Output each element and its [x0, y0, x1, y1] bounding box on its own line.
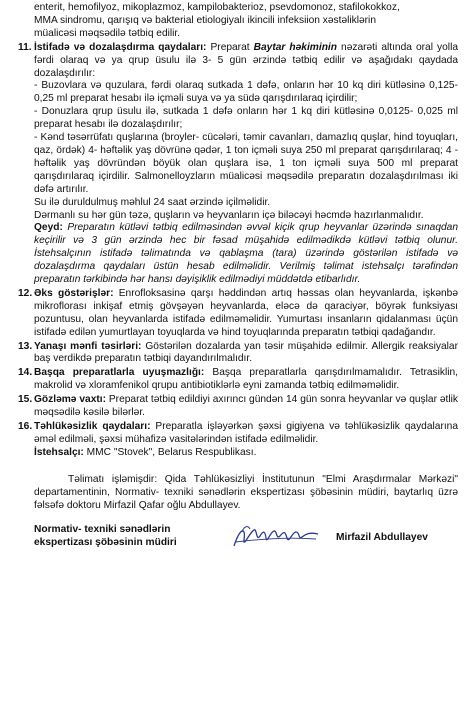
section-14-text: Başqa preparatlarla qarışdırılmamalıdır. Tetrasiklin, makrolid və xloramfenikol qrupu antibiotiklərlə eyni zamanda tətbiq edilməməlidir. [34, 367, 458, 392]
section-number: 14. [18, 367, 33, 379]
medicine-note: Dərmanlı su hər gün təzə, quşların və heyvanların içə biləcəyi həcmdə hazırlanmalıdır. [34, 209, 424, 221]
section-15-title: Gözləmə vaxtı: [34, 394, 106, 406]
dosage-calves: - Buzovlara və quzulara, fərdi olaraq sutkada 1 dəfə, onların hər 10 kq diri kütləsinə 0,125- 0,25 ml preparat hesabı ilə içməli suya və ya südə qarışdırılaraq içirdilir; [34, 80, 458, 105]
section-15 [18, 394, 458, 420]
section-14 [18, 367, 458, 393]
veterinarian-term: Baytar həkiminin [253, 41, 337, 53]
section-14-title: Başqa preparatlarla uyuşmazlığı: [34, 367, 205, 379]
section-16-text: Preparatla işləyərkən şəxsi gigiyena və təhlükəsizlik qaydalarına əməl edilməli, şəxsi mühafizə vasitələrindən istifadə edilməlidir. [34, 421, 458, 445]
dosage-pigs: - Donuzlara qrup üsulu ilə, sutkada 1 dəfə onların hər 1 kq diri kütləsinə 0,0125- 0,025 ml preparat hesabı ilə dozalaşdırılır; [34, 106, 458, 131]
signatory-position: Normativ- texniki sənədlərin ekspertizası şöbəsinin müdiri [34, 524, 177, 549]
section-16 [18, 421, 458, 460]
section-13-title: Yanaşı mənfi təsirləri: [34, 340, 142, 352]
dosage-poultry: - Kənd təsərrüfatı quşlarına (broyler- cücələri, təmir cavanları, damazlıq quşlar, hind toyuqları, qaz, ördək) 4- həftəlik yaş dövrünə qədər, 1 ton içməli suya 250 ml preparat qarışdırılaraq; 4 - həftəlik yaş dövründən böyük olan quşlara isə, 1 ton içməli suya 500 ml preparat qarışdırılaraq içirdilir. Salmonelloyzların müalicəsi məqsədilə preparatın dozalaşdırılması iki dəfə artırılır. [34, 132, 458, 195]
manufacturer-line [34, 447, 458, 460]
section-13 [18, 341, 458, 367]
section-15-text: Preparat tətbiq edildiyi axırıncı gündən 14 gün sonra heyvanlar və quşlar ətlik məqsədilə kəsilə bilərlər. [34, 394, 458, 419]
intro-line: enterit, hemofilyoz, mikoplazmoz, kampilobakterioz, psevdomonoz, stafilokokkoz, [34, 2, 400, 13]
section-13-text: Göstərilən dozalarda yan təsir müşahidə edilmir. Allergik reaksiyalar baş verdikdə preparatın tətbiqi dayandırılmalıdır. [34, 340, 458, 365]
section-11-title: İstifadə və dozalaşdırma qaydaları: [34, 41, 207, 53]
section-12-title: Əks göstərişlər: [34, 287, 114, 299]
intro-line: müalicəsi məqsədilə tətbiq edilir. [34, 27, 181, 39]
signature-block [18, 524, 458, 558]
intro-line: MMA sindromu, qarışıq və bakterial etiologiyalı ikincili infeksiion xəstəliklərin [34, 14, 376, 26]
section-number: 16. [18, 421, 33, 432]
section-12-text: Enrofloksasinə qarşı həddindən artıq həssas olan heyvanlarda, işkənbə mikroflorası inkişaf etmiş gövşəyən heyvanlarda, eləcə də qaraciyər, böyrək funksiyası pozuntusu, olan heyvanlarda istifadə edilməməlidir. Yumurtası insanların qidalanması üçün istifadə edilən yumurtlayan toyuqlarda və hind toyuqlarında preparatın tətbiqi qadağandır. [34, 287, 459, 338]
section-11 [18, 42, 458, 287]
author-note: Təlimatı işləmişdir: Qida Təhlükəsizliyi İnstitutunun "Elmi Araşdırmalar Mərkəzi" departamentinin, Normativ- texniki sənədlərin ekspertizası şöbəsinin müdiri, baytarlıq üzrə fəlsəfə doktoru Mirfazil Qafar oğlu Abdullayev. [34, 473, 458, 511]
section-number: 15. [18, 394, 33, 406]
qeyd-label: Qeyd: [34, 222, 63, 234]
water-note: Su ilə duruldulmuş məhlul 24 saat ərzində içilməlidir. [34, 196, 271, 208]
manufacturer-name: MMC "Stovek", Belarus Respublikası. [83, 446, 257, 458]
intro-paragraph [18, 2, 458, 41]
handwritten-signature [230, 522, 322, 552]
signatory-name: Mirfazil Abdullayev [336, 532, 428, 544]
section-16-title: Təhlükəsizlik qaydaları: [34, 421, 151, 432]
section-number: 11. [18, 41, 32, 53]
section-number: 13. [18, 340, 33, 352]
section-number: 12. [18, 287, 33, 299]
manufacturer-label: İstehsalçı: [34, 446, 84, 458]
qeyd-note: Qeyd: Preparatın kütləvi tətbiq edilməsindən əvvəl kiçik qrup heyvanlar üzərində sınaqdan keçirilir və 3 gün ərzində hec bir fəsad müşahidə edilmədikdə kütləvi tətbiq olunur. İstehsalçının istifadə təlimatında və qablaşma (tara) üzərində göstərilən istifadə və dozalaşdırma qaydaları üstün hesab edilməlidir. Verilmiş təlimat istehsalçı tərəfindən preparatın tərkibində hər hansı dəyişiklik edilmədiyi müddətdə etibarlıdır. [34, 222, 458, 286]
section-11-intro: İstifadə və dozalaşdırma qaydaları: Preparat Baytar həkiminin nəzarəti altında oral yolla fərdi olaraq və ya qrup üsulu ilə 3- 5 gün ərzində tətbiq edilir və aşağıdakı qaydada dozalaşdırılır: [34, 41, 458, 79]
section-12 [18, 288, 458, 340]
